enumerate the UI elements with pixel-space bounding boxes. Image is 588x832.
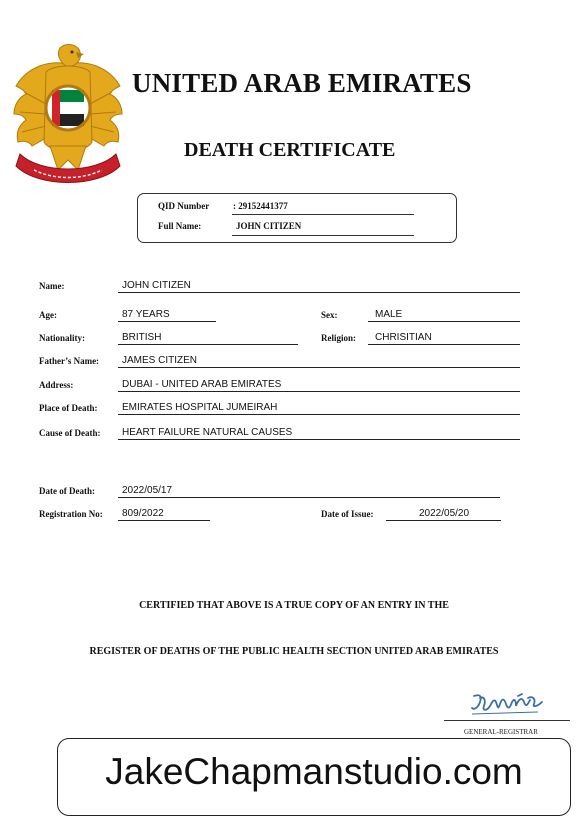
uae-falcon-emblem-icon xyxy=(10,42,126,188)
sex-underline xyxy=(368,321,520,322)
nationality-value: BRITISH xyxy=(122,332,162,343)
father-name-label: Father’s Name: xyxy=(39,356,100,366)
qid-value: : 29152441377 xyxy=(233,201,288,211)
sex-label: Sex: xyxy=(321,310,338,320)
father-name-value: JAMES CITIZEN xyxy=(122,355,198,366)
nationality-underline xyxy=(118,344,298,345)
registration-no-underline xyxy=(118,520,210,521)
cause-of-death-value: HEART FAILURE NATURAL CAUSES xyxy=(122,427,293,438)
name-label: Name: xyxy=(39,281,65,291)
age-underline xyxy=(118,321,216,322)
religion-underline xyxy=(368,344,520,345)
certification-line-1: CERTIFIED THAT ABOVE IS A TRUE COPY OF AN ENTRY IN THE xyxy=(139,600,449,611)
qid-label: QID Number xyxy=(158,201,210,211)
certification-line-2: REGISTER OF DEATHS OF THE PUBLIC HEALTH SECTION UNITED ARAB EMIRATES xyxy=(89,646,499,657)
cause-of-death-label: Cause of Death: xyxy=(39,428,101,438)
registrar-signature-icon xyxy=(468,690,546,718)
watermark-text: JakeChapmanstudio.com xyxy=(105,751,523,792)
full-name-value: JOHN CITIZEN xyxy=(236,221,302,231)
date-of-death-label: Date of Death: xyxy=(39,486,95,496)
cause-of-death-underline xyxy=(118,439,520,440)
registration-no-value: 809/2022 xyxy=(122,508,164,519)
full-name-underline xyxy=(232,235,414,236)
date-of-death-underline xyxy=(118,497,500,498)
signature-line xyxy=(444,720,570,721)
religion-value: CHRISITIAN xyxy=(375,332,432,343)
document-title: DEATH CERTIFICATE xyxy=(184,139,396,161)
registrar-title: GENERAL-REGISTRAR xyxy=(464,728,538,736)
address-label: Address: xyxy=(39,380,74,390)
address-value: DUBAI - UNITED ARAB EMIRATES xyxy=(122,379,282,390)
father-name-underline xyxy=(118,367,520,368)
full-name-label: Full Name: xyxy=(158,221,202,231)
religion-label: Religion: xyxy=(321,333,356,343)
place-of-death-label: Place of Death: xyxy=(39,403,98,413)
place-of-death-value: EMIRATES HOSPITAL JUMEIRAH xyxy=(122,402,278,413)
watermark-banner xyxy=(57,738,571,816)
date-of-death-value: 2022/05/17 xyxy=(122,485,173,496)
name-underline xyxy=(118,292,520,293)
date-of-issue-label: Date of Issue: xyxy=(321,509,374,519)
date-of-issue-underline xyxy=(386,520,501,521)
qid-underline xyxy=(232,214,414,215)
nationality-label: Nationality: xyxy=(39,333,85,343)
name-value: JOHN CITIZEN xyxy=(122,280,191,291)
registration-no-label: Registration No: xyxy=(39,509,103,519)
age-label: Age: xyxy=(39,310,57,320)
age-value: 87 YEARS xyxy=(122,309,170,320)
address-underline xyxy=(118,391,520,392)
country-heading: UNITED ARAB EMIRATES xyxy=(132,68,472,98)
date-of-issue-value: 2022/05/20 xyxy=(419,508,470,519)
place-of-death-underline xyxy=(118,414,520,415)
sex-value: MALE xyxy=(375,309,403,320)
